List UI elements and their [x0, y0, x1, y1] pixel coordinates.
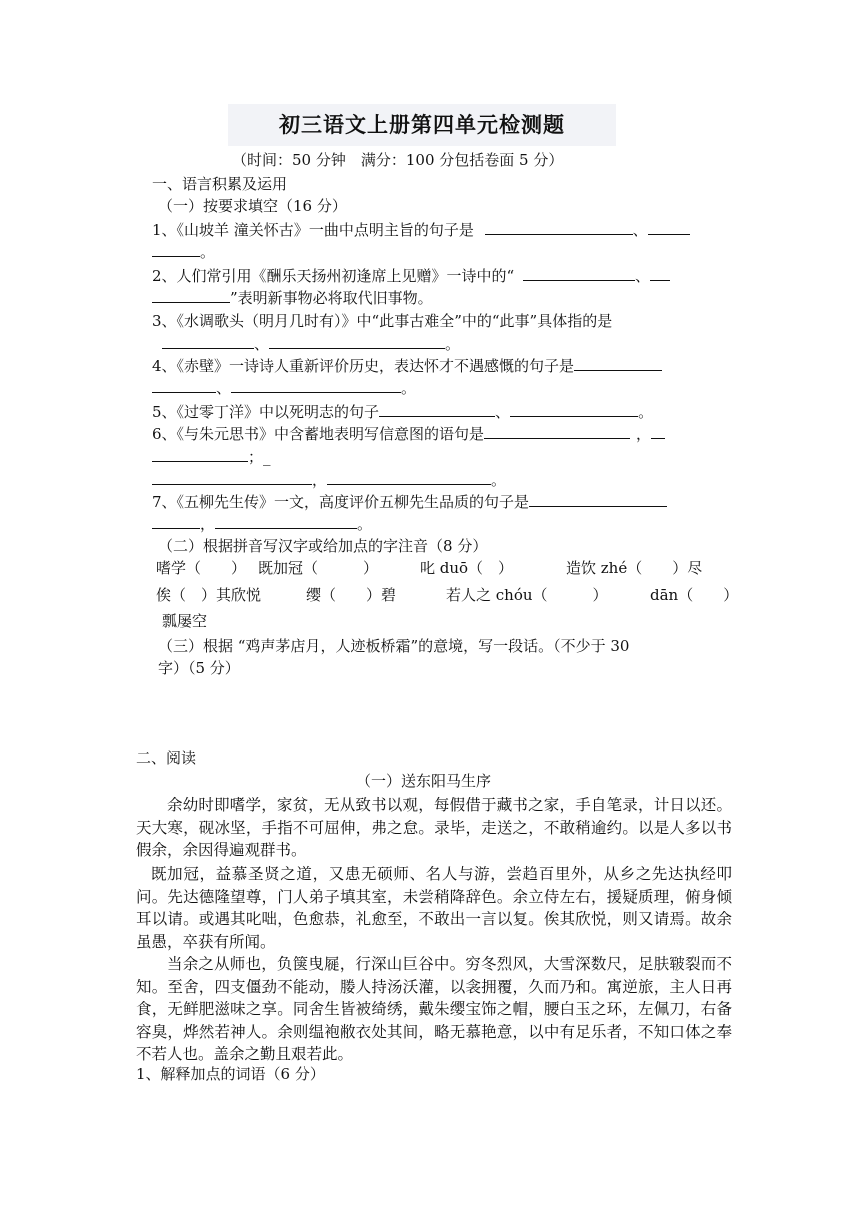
separator: 、: [216, 379, 232, 397]
question-6: [152, 424, 665, 444]
separator: 。: [638, 403, 654, 421]
subsection-heading-3: （三）根据 “鸡声茅店月，人迹板桥霜”的意境，写一段话。（不少于 30: [158, 637, 630, 655]
answer-blank[interactable]: [162, 334, 254, 349]
separator: 、: [635, 267, 651, 285]
question-6-text: 6、《与朱元思书》中含蓄地表明写信意图的语句是: [152, 425, 485, 443]
question-1-cont: [152, 242, 215, 262]
separator: ，: [312, 471, 328, 489]
pinyin-item: 若人之 chóu（ ）: [446, 586, 608, 604]
answer-blank[interactable]: [379, 402, 495, 417]
reading-paragraph-1: 余幼时即嗜学，家贫，无从致书以观，每假借于藏书之家，手自笔录，计日以还。天大寒，砚冰坚，手指不可屈伸，弗之怠。录毕，走送之，不敢稍逾约。以是人多以书假余，余因得遍观群书。: [136, 796, 732, 860]
question-7-text: 7、《五柳先生传》一文，高度评价五柳先生品质的句子是: [152, 493, 530, 511]
section-heading-1: 一、语言积累及运用: [152, 175, 288, 193]
pinyin-item: 既加冠（ ）: [258, 559, 379, 577]
answer-blank[interactable]: [152, 470, 312, 485]
separator: 、: [632, 221, 648, 239]
answer-blank[interactable]: [215, 514, 357, 529]
question-7-cont: [152, 514, 372, 534]
question-2-cont: [152, 288, 433, 308]
reading-paragraph-3: 当余之从师也，负箧曳屣，行深山巨谷中。穷冬烈风，大雪深数尺，足肤皲裂而不知。至舍，四支僵劲不能动，媵人持汤沃灌，以衾拥覆，久而乃和。寓逆旅，主人日再食，无鲜肥滋味之享。同舍生皆被绮绣，戴朱缨宝饰之帽，腰白玉之环，左佩刀，右备容臭，烨然若神人。余则缊袍敝衣处其间，略无慕艳意，以中有足乐者，不知口体之奉不若人也。盖余之勤且艰若此。: [136, 955, 732, 1064]
separator: 。: [401, 379, 417, 397]
question-3: 3、《水调歌头（明月几时有）》中“此事古难全”中的“此事”具体指的是: [152, 312, 613, 330]
question-5: [152, 402, 653, 422]
separator: 、: [254, 335, 270, 353]
subsection-heading-3-cont: 字）（5 分）: [158, 659, 240, 677]
reading-title: （一）送东阳马生序: [356, 772, 492, 790]
exam-info: （时间：50 分钟 满分：100 分包括卷面 5 分）: [232, 151, 564, 169]
separator: 。: [491, 471, 507, 489]
answer-blank[interactable]: [152, 514, 200, 529]
question-2-text-end: ”表明新事物必将取代旧事物。: [230, 289, 433, 307]
subsection-heading-2: （二）根据拼音写汉字或给加点的字注音（8 分）: [158, 537, 488, 555]
question-7: [152, 492, 667, 512]
pinyin-item: 造饮 zhé（ ）尽: [566, 559, 703, 577]
separator: 。: [357, 515, 373, 533]
pinyin-item: 俟（ ）其欣悦: [156, 586, 262, 604]
answer-blank[interactable]: [650, 266, 670, 281]
question-1-text: 1、《山坡羊 潼关怀古》一曲中点明主旨的句子是: [152, 221, 474, 239]
separator: ；: [248, 448, 264, 466]
separator: _: [263, 448, 271, 466]
question-1: [152, 220, 690, 240]
separator: 。: [445, 335, 461, 353]
question-5-text: 5、《过零丁洋》中以死明志的句子: [152, 403, 380, 421]
answer-blank[interactable]: [152, 288, 230, 303]
question-4-text: 4、《赤壁》一诗诗人重新评价历史，表达怀才不遇感慨的句子是: [152, 357, 575, 375]
question-6-cont-2: [152, 470, 506, 490]
separator: ，: [200, 515, 216, 533]
pinyin-item: 嗜学（ ）: [156, 559, 247, 577]
answer-blank[interactable]: [327, 470, 491, 485]
answer-blank[interactable]: [574, 356, 662, 371]
question-2-text: 2、人们常引用《酬乐天扬州初逢席上见赠》一诗中的“: [152, 267, 515, 285]
answer-blank[interactable]: [231, 378, 401, 393]
answer-blank[interactable]: [269, 334, 445, 349]
pinyin-item: 叱 duō（ ）: [420, 559, 514, 577]
question-2: [152, 266, 670, 286]
answer-blank[interactable]: [523, 266, 635, 281]
answer-blank[interactable]: [648, 220, 690, 235]
answer-blank[interactable]: [651, 424, 665, 439]
subsection-heading-1: （一）按要求填空（16 分）: [158, 197, 347, 215]
answer-blank[interactable]: [510, 402, 638, 417]
answer-blank[interactable]: [484, 424, 630, 439]
question-6-cont: [152, 447, 271, 467]
pinyin-item: 缨（ ）碧: [306, 586, 397, 604]
section-heading-2: 二、阅读: [136, 749, 197, 767]
answer-blank[interactable]: [485, 220, 633, 235]
separator: 、: [495, 403, 511, 421]
page-title: 初三语文上册第四单元检测题: [228, 104, 616, 146]
answer-blank[interactable]: [152, 378, 216, 393]
separator: 。: [200, 243, 216, 261]
reading-paragraph-2: 既加冠，益慕圣贤之道，又患无硕师、名人与游，尝趋百里外，从乡之先达执经叩问。先达德隆望尊，门人弟子填其室，未尝稍降辞色。余立侍左右，援疑质理，俯身倾耳以请。或遇其叱咄，色愈恭，礼愈至，不敢出一言以复。俟其欣悦，则又请焉。故余虽愚，卒获有所闻。: [136, 865, 732, 951]
answer-blank[interactable]: [529, 492, 667, 507]
question-4-cont: [152, 378, 416, 398]
separator: ，: [636, 425, 652, 443]
pinyin-item: dān（ ）: [650, 586, 739, 604]
pinyin-item: 瓢屡空: [162, 612, 208, 630]
answer-blank[interactable]: [152, 447, 248, 462]
answer-blank[interactable]: [152, 242, 200, 257]
question-explain: 1、解释加点的词语（6 分）: [136, 1065, 325, 1083]
question-4: [152, 356, 662, 376]
question-3-cont: [152, 334, 460, 354]
